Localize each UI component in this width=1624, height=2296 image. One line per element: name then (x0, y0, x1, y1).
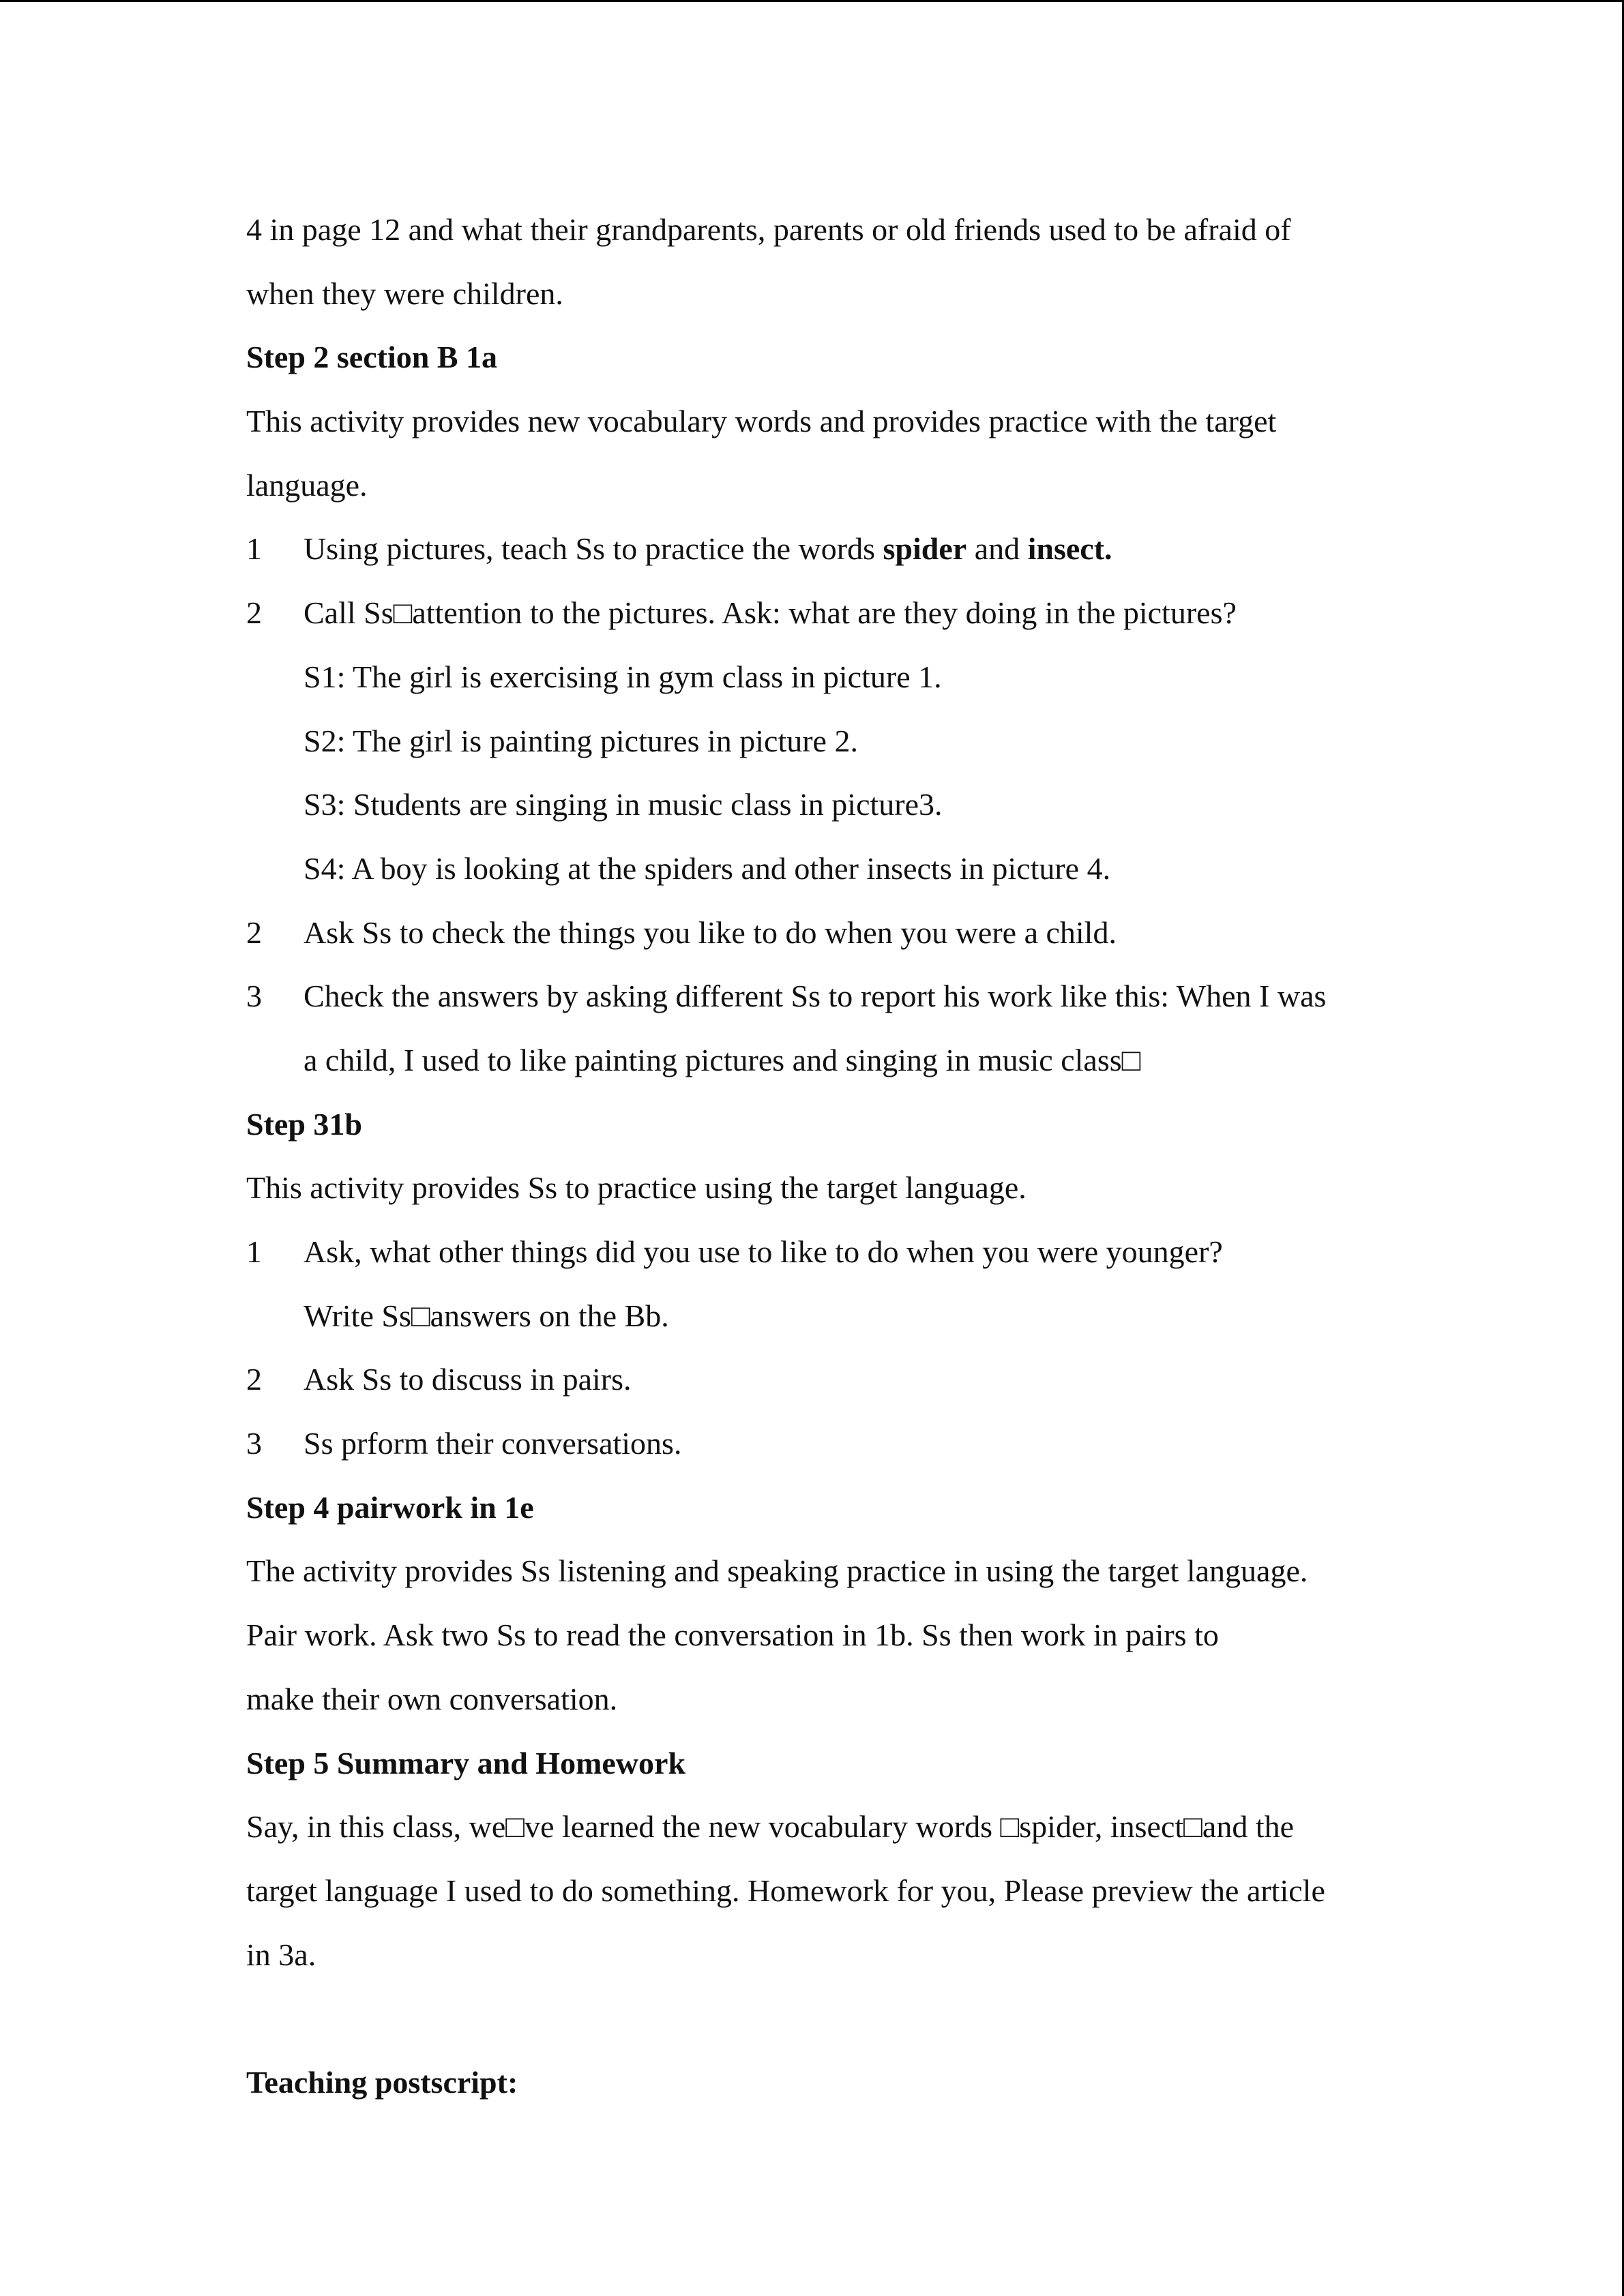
item-text: Ask, what other things did you use to like to do when you were younger? (304, 1234, 1223, 1269)
step5-heading: Step 5 Summary and Homework (246, 1745, 686, 1780)
intro-line: 4 in page 12 and what their grandparents, parents or old friends used to be afraid of (246, 212, 1291, 247)
step2-item (246, 517, 1406, 581)
vocab-word-spider: spider (883, 531, 967, 567)
step3-item (246, 1412, 1406, 1476)
item-number: 2 (246, 914, 262, 950)
step2-desc: This activity provides new vocabulary words and provides practice with the target (246, 404, 1277, 439)
postscript-heading: Teaching postscript: (246, 2064, 518, 2100)
item-number: 3 (246, 979, 262, 1014)
step2-item (246, 901, 1406, 965)
item-number: 3 (246, 1426, 262, 1461)
item-continuation: a child, I used to like painting pictures and singing in music class□ (304, 1042, 1141, 1077)
item-text: Call Ss□attention to the pictures. Ask: what are they doing in the pictures? (304, 595, 1237, 631)
vocab-word-insect: insect. (1027, 531, 1112, 567)
item-text: Using pictures, teach Ss to practice the words (304, 531, 883, 567)
answer-line: S4: A boy is looking at the spiders and other insects in picture 4. (304, 850, 1111, 886)
step3-heading: Step 31b (246, 1106, 362, 1142)
step2-item (246, 964, 1406, 1028)
step2-desc: language. (246, 467, 368, 503)
item-number: 1 (246, 1234, 262, 1269)
item-text: Ask Ss to discuss in pairs. (304, 1362, 632, 1397)
step3-item (246, 1220, 1406, 1284)
step4-line: Pair work. Ask two Ss to read the conversation in 1b. Ss then work in pairs to (246, 1617, 1219, 1653)
item-number: 2 (246, 1362, 262, 1397)
answer-line: S2: The girl is painting pictures in picture 2. (304, 723, 858, 758)
step5-line: in 3a. (246, 1937, 316, 1972)
blank-line (246, 1986, 1406, 2051)
step4-line: The activity provides Ss listening and speaking practice in using the target language. (246, 1553, 1308, 1589)
page-top-border (0, 0, 1624, 2)
item-text: Check the answers by asking different Ss to report his work like this: When I was (304, 979, 1327, 1014)
answer-line: S3: Students are singing in music class in picture3. (304, 787, 943, 822)
intro-line: when they were children. (246, 275, 563, 311)
item-continuation: Write Ss□answers on the Bb. (304, 1298, 669, 1333)
step5-line: target language I used to do something. Homework for you, Please preview the article (246, 1873, 1325, 1908)
step2-item (246, 581, 1406, 645)
item-text: and (966, 531, 1028, 567)
item-number: 2 (246, 595, 262, 631)
answer-line: S1: The girl is exercising in gym class in picture 1. (304, 659, 942, 694)
step3-desc: This activity provides Ss to practice using the target language. (246, 1170, 1027, 1206)
step4-heading: Step 4 pairwork in 1e (246, 1489, 534, 1525)
step5-line: Say, in this class, we□ve learned the new vocabulary words □spider, insect□and the (246, 1809, 1295, 1845)
item-number: 1 (246, 531, 262, 567)
item-text: Ask Ss to check the things you like to do when you were a child. (304, 914, 1117, 950)
step2-heading: Step 2 section B 1a (246, 340, 497, 375)
item-text: Ss prform their conversations. (304, 1426, 682, 1461)
step3-item (246, 1347, 1406, 1412)
step4-line: make their own conversation. (246, 1681, 618, 1716)
document-page (246, 198, 1406, 2115)
